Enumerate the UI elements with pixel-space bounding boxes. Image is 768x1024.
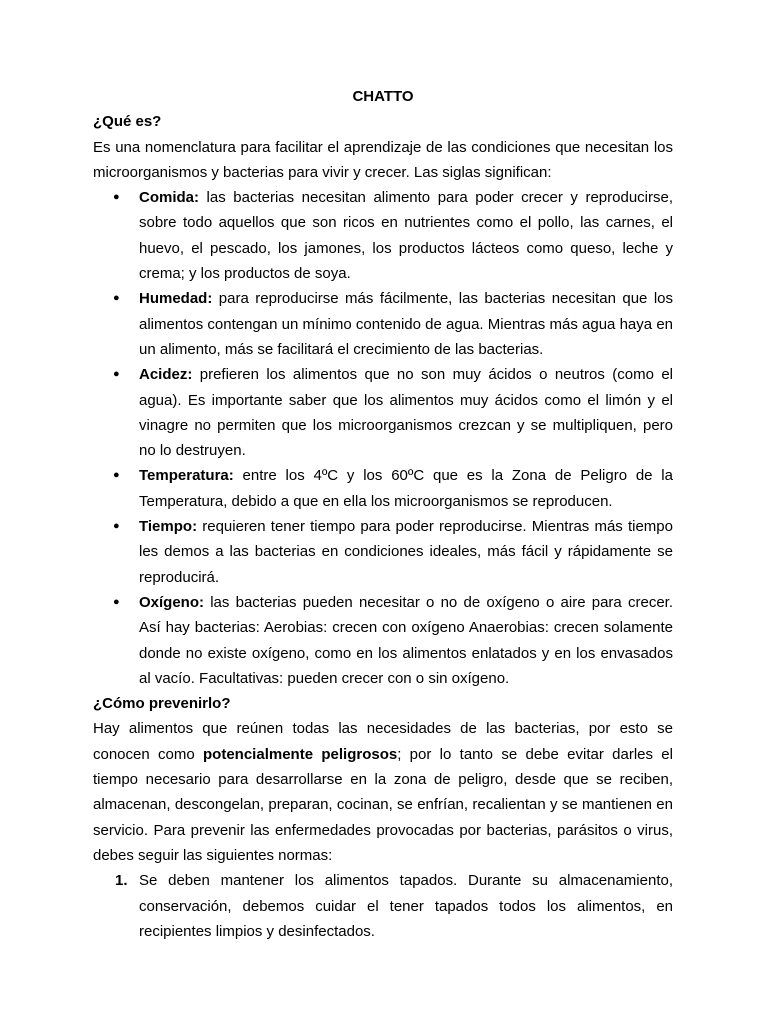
numbered-item <box>93 868 673 944</box>
list-item-acidez <box>93 362 673 463</box>
section-heading-como-prevenirlo: ¿Cómo prevenirlo? <box>93 695 231 713</box>
item-text: para reproducirse más fácilmente, las bacterias necesitan que los alimentos contengan un mínimo contenido de agua. Mientras más agua haya en un alimento, más se facilitará el crecimiento de las bacterias. <box>139 290 673 358</box>
bullet-icon: ● <box>113 520 120 533</box>
item-text: entre los 4ºC y los 60ºC que es la Zona de Peligro de la Temperatura, debido a que en ella los microorganismos se reproducen. <box>139 467 673 510</box>
item-term: Comida: <box>139 189 199 207</box>
prevention-paragraph <box>93 716 673 868</box>
chatto-bullet-list <box>93 185 673 691</box>
prevention-text-end: ; por lo tanto se debe evitar darles el tiempo necesario para desarrollarse en la zona de peligro, desde que se reciben, almacenan, descongelan, preparan, cocinan, se enfrían, recalientan y se mantienen en servicio. Para prevenir las enfermedades provocadas por bacterias, parásitos o virus, debes seguir las siguientes normas: <box>93 745 673 864</box>
prevention-text-bold: potencialmente peligrosos <box>203 745 398 763</box>
section-heading-que-es: ¿Qué es? <box>93 113 162 131</box>
item-text: las bacterias necesitan alimento para poder crecer y reproducirse, sobre todo aquellos que son ricos en nutrientes como el pollo, las carnes, el huevo, el pescado, los jamones, los productos lácteos como queso, leche y crema; y los productos de soya. <box>139 189 673 283</box>
bullet-icon: ● <box>113 191 120 204</box>
list-item-comida <box>93 185 673 286</box>
item-text: Se deben mantener los alimentos tapados. Durante su almacenamiento, conservación, debemos cuidar el tener tapados todos los alimentos, en recipientes limpios y desinfectados. <box>139 872 673 940</box>
item-term: Humedad: <box>139 290 213 308</box>
item-text: las bacterias pueden necesitar o no de oxígeno o aire para crecer. Así hay bacterias: Aerobias: crecen con oxígeno Anaerobias: crecen solamente donde no existe oxígeno, como en los alimentos enlatados y en los envasados al vacío. Facultativas: pueden crecer con o sin oxígeno. <box>139 593 673 687</box>
item-number: 1. <box>115 872 128 890</box>
document-title: CHATTO <box>352 88 414 105</box>
list-item-tiempo <box>93 514 673 590</box>
item-text: requieren tener tiempo para poder reproducirse. Mientras más tiempo les demos a las bacterias en condiciones ideales, más fácil y rápidamente se reproducirá. <box>139 518 673 586</box>
intro-paragraph: Es una nomenclatura para facilitar el aprendizaje de las condiciones que necesitan los microorganismos y bacterias para vivir y crecer. Las siglas significan: <box>93 138 673 181</box>
list-item-oxigeno <box>93 590 673 691</box>
document-page <box>93 84 673 944</box>
list-item-humedad <box>93 286 673 362</box>
bullet-icon: ● <box>113 595 120 608</box>
prevention-text-start: Hay alimentos que reúnen todas las necesidades de las bacterias, por esto se conocen como <box>93 720 673 763</box>
item-term: Tiempo: <box>139 518 198 536</box>
prevention-numbered-list <box>93 868 673 944</box>
list-item-temperatura <box>93 463 673 514</box>
item-term: Temperatura: <box>139 467 234 485</box>
bullet-icon: ● <box>113 292 120 305</box>
item-text: prefieren los alimentos que no son muy ácidos o neutros (como el agua). Es importante saber que los alimentos muy ácidos como el limón y el vinagre no permiten que los microorganismos crezcan y se multipliquen, pero no lo destruyen. <box>139 366 673 460</box>
bullet-icon: ● <box>113 469 120 482</box>
item-term: Acidez: <box>139 366 193 384</box>
bullet-icon: ● <box>113 368 120 381</box>
item-term: Oxígeno: <box>139 593 205 611</box>
